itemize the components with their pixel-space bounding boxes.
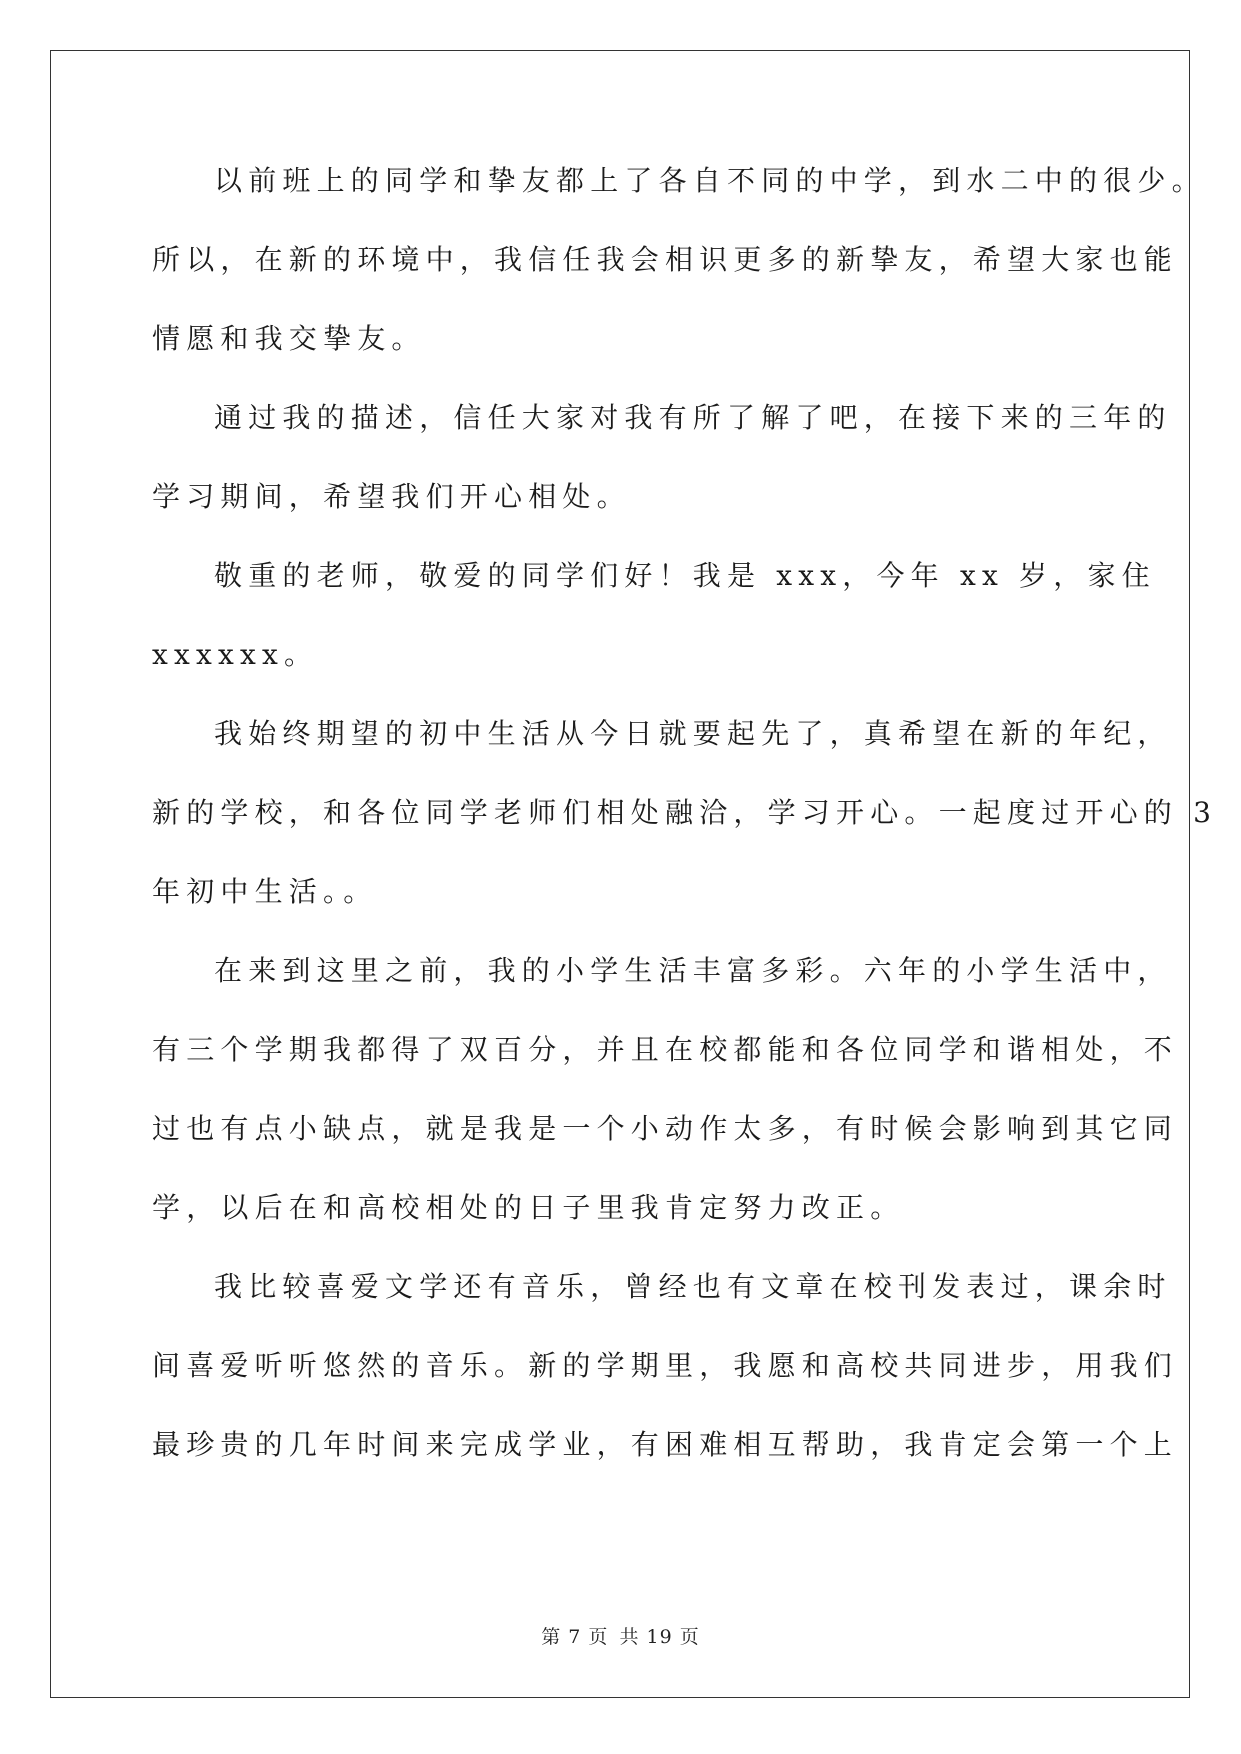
text-line: 学，以后在和高校相处的日子里我肯定努力改正。 bbox=[152, 1191, 905, 1224]
text-line: 敬重的老师，敬爱的同学们好！我是 xxx，今年 xx 岁，家住 bbox=[214, 559, 1156, 592]
text-line: 新的学校，和各位同学老师们相处融洽，学习开心。一起度过开心的 3 bbox=[152, 796, 1218, 829]
text-line: 最珍贵的几年时间来完成学业，有困难相互帮助，我肯定会第一个上 bbox=[152, 1428, 1179, 1461]
text-line: 有三个学期我都得了双百分，并且在校都能和各位同学和谐相处，不 bbox=[152, 1033, 1179, 1066]
text-line: 在来到这里之前，我的小学生活丰富多彩。六年的小学生活中， bbox=[214, 954, 1172, 987]
text-line: 情愿和我交挚友。 bbox=[152, 322, 426, 355]
text-line: 通过我的描述，信任大家对我有所了解了吧，在接下来的三年的 bbox=[214, 401, 1172, 434]
text-line: 年初中生活。。 bbox=[152, 875, 378, 908]
text-line: 间喜爱听听悠然的音乐。新的学期里，我愿和高校共同进步，用我们 bbox=[152, 1349, 1179, 1382]
text-line: 我比较喜爱文学还有音乐，曾经也有文章在校刊发表过，课余时 bbox=[214, 1270, 1172, 1303]
page-footer bbox=[0, 1622, 1241, 1649]
text-line: 我始终期望的初中生活从今日就要起先了，真希望在新的年纪， bbox=[214, 717, 1172, 750]
text-line: xxxxxx。 bbox=[152, 638, 319, 671]
total-pages: 共 19 页 bbox=[619, 1626, 700, 1648]
text-line: 过也有点小缺点，就是我是一个小动作太多，有时候会影响到其它同 bbox=[152, 1112, 1179, 1145]
text-line: 以前班上的同学和挚友都上了各自不同的中学，到水二中的很少。 bbox=[214, 164, 1206, 197]
document-body bbox=[152, 160, 1218, 1503]
text-line: 学习期间，希望我们开心相处。 bbox=[152, 480, 631, 513]
text-line: 所以，在新的环境中，我信任我会相识更多的新挚友，希望大家也能 bbox=[152, 243, 1179, 276]
page-number: 第 7 页 bbox=[541, 1626, 609, 1648]
